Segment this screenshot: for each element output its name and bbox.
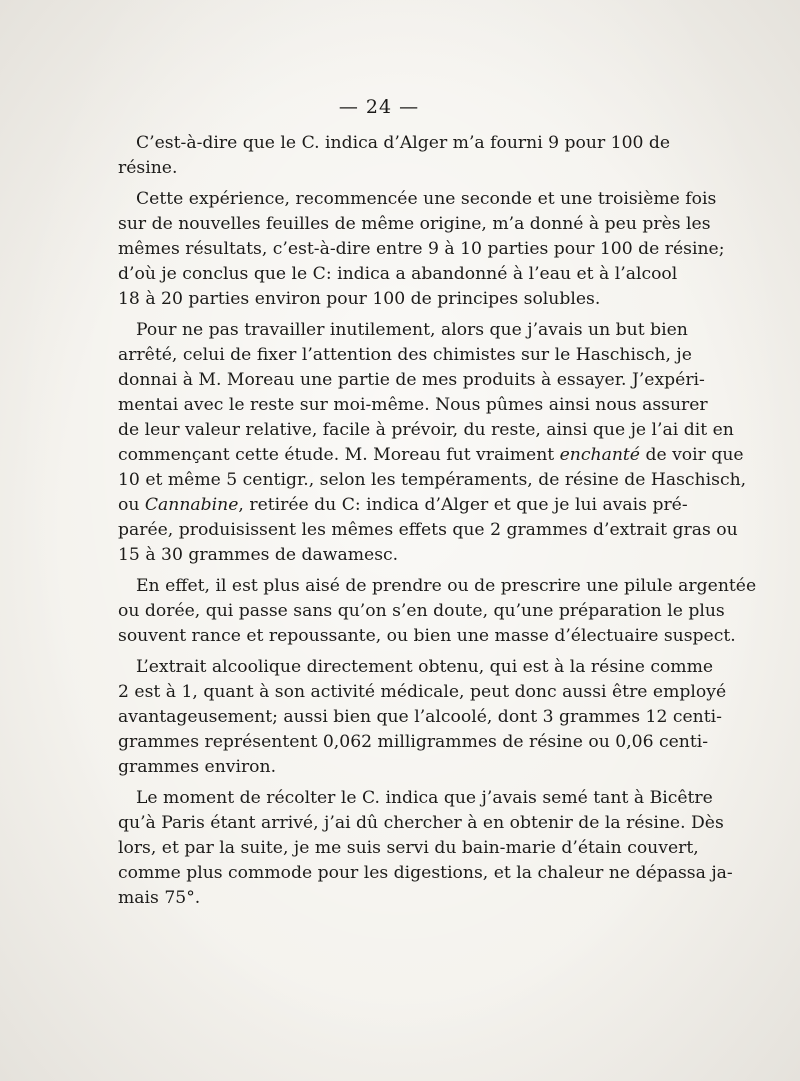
- text-line: qu’à Paris étant arrivé, j’ai dû chercher à en obtenir de la résine. Dès: [118, 813, 724, 833]
- text-line: sur de nouvelles feuilles de même origine, m’a donné à peu près les: [118, 214, 711, 234]
- text-line: lors, et par la suite, je me suis servi du bain-marie d’étain couvert,: [118, 838, 699, 858]
- text-line: 15 à 30 grammes de dawamesc.: [118, 545, 399, 565]
- text-line: mêmes résultats, c’est-à-dire entre 9 à 10 parties pour 100 de résine;: [118, 239, 725, 259]
- paragraph: [118, 655, 727, 780]
- text-line: d’où je conclus que le C: indica a abandonné à l’eau et à l’alcool: [118, 264, 678, 284]
- text-line: donnai à M. Moreau une partie de mes produits à essayer. J’expéri-: [118, 370, 705, 390]
- text-line: mentai avec le reste sur moi-même. Nous pûmes ainsi nous assurer: [118, 395, 708, 415]
- text-line: ou dorée, qui passe sans qu’on s’en doute, qu’une préparation le plus: [118, 601, 725, 621]
- paragraph: [118, 574, 757, 649]
- text-line: 18 à 20 parties environ pour 100 de principes solubles.: [118, 289, 601, 309]
- text-line: Le moment de récolter le C. indica que j’avais semé tant à Bicêtre: [136, 788, 713, 808]
- text-line: commençant cette étude. M. Moreau fut vraiment enchanté de voir que: [118, 445, 744, 465]
- text-line: Cette expérience, recommencée une seconde et une troisième fois: [136, 189, 717, 209]
- paragraph: [118, 187, 725, 312]
- text-line: souvent rance et repoussante, ou bien une masse d’électuaire suspect.: [118, 626, 736, 646]
- page-number: — 24 —: [338, 96, 420, 118]
- text-line: de leur valeur relative, facile à prévoir, du reste, ainsi que je l’ai dit en: [118, 420, 734, 440]
- text-line: 2 est à 1, quant à son activité médicale, peut donc aussi être employé: [118, 682, 727, 702]
- text-line: Pour ne pas travailler inutilement, alors que j’avais un but bien: [136, 320, 688, 340]
- text-line: mais 75°.: [118, 888, 201, 908]
- text-line: comme plus commode pour les digestions, et la chaleur ne dépassa ja-: [118, 863, 733, 883]
- paragraph: [118, 786, 733, 911]
- text-line: L’extrait alcoolique directement obtenu, qui est à la résine comme: [136, 657, 714, 677]
- text-line: avantageusement; aussi bien que l’alcoolé, dont 3 grammes 12 centi-: [118, 707, 722, 727]
- paragraph: [118, 318, 747, 568]
- text-line: 10 et même 5 centigr., selon les tempéraments, de résine de Haschisch,: [118, 470, 747, 490]
- paragraph: [118, 131, 671, 181]
- text-line: En effet, il est plus aisé de prendre ou de prescrire une pilule argentée: [136, 576, 757, 596]
- text-line: C’est-à-dire que le C. indica d’Alger m’a fourni 9 pour 100 de: [136, 133, 671, 153]
- text-line: parée, produisissent les mêmes effets que 2 grammes d’extrait gras ou: [118, 520, 738, 540]
- text-line: grammes environ.: [118, 757, 277, 777]
- text-line: arrêté, celui de fixer l’attention des chimistes sur le Haschisch, je: [118, 345, 692, 365]
- text-body: [118, 131, 757, 911]
- text-line: ou Cannabine, retirée du C: indica d’Alger et que je lui avais pré-: [118, 495, 688, 515]
- text-line: résine.: [118, 158, 178, 178]
- page-body: [118, 96, 757, 917]
- text-line: grammes représentent 0,062 milligrammes de résine ou 0,06 centi-: [118, 732, 709, 752]
